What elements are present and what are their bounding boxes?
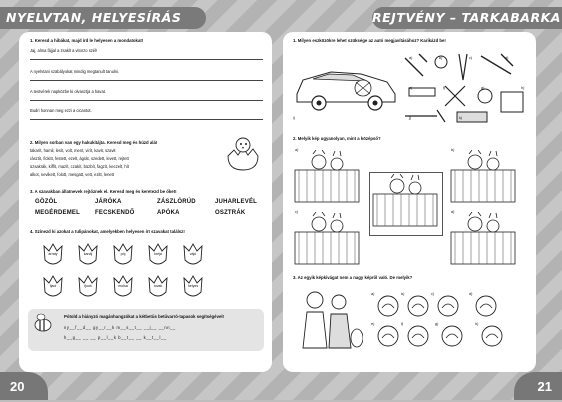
tulip[interactable] — [182, 242, 204, 268]
tulip-word: helyes — [187, 284, 199, 288]
answer-line — [30, 119, 263, 120]
scene-option-picture[interactable] — [449, 212, 517, 268]
tulip[interactable] — [77, 274, 99, 300]
reference-scene-picture — [371, 174, 439, 232]
task3-word: JUHARLEVÉL — [215, 199, 258, 205]
option-label: a) — [371, 292, 375, 296]
bee-illustration — [32, 312, 54, 334]
option-label: d) — [469, 292, 473, 296]
tulip[interactable] — [147, 242, 169, 268]
left-page-number: 20 — [0, 372, 48, 400]
footer-task-line-2: h__g__ __ __ p__l__k b__t__ __ k__t__l__ — [64, 335, 167, 340]
option-label: g) — [435, 322, 439, 326]
tulip[interactable] — [77, 242, 99, 268]
task3-word: JÁRÓKA — [95, 199, 122, 205]
right-task1-title: 1. Milyen eszközökre lehet szüksége az autó megjavításához? Karikázd be! — [293, 38, 446, 43]
tulip[interactable] — [42, 274, 64, 300]
option-label: i) — [293, 116, 296, 120]
broken-car-illustration — [291, 52, 401, 112]
task3-word: MEGÉRDEMEL — [35, 210, 81, 216]
family-illustration — [295, 288, 363, 350]
task2-row-1: takarít, hamil, lesít, volt, ment, virít, kavit, szavit — [30, 148, 116, 153]
task2-row-4: alkot, nevikett, folott, mesgatt, vett, ezitt, lenett — [30, 172, 114, 177]
right-task2-title: 2. Melyik kép ugyanolyan, mint a középső? — [293, 136, 381, 141]
option-label: d) — [505, 56, 509, 60]
option-label: j) — [409, 116, 412, 120]
tulip-word: mulsa — [118, 284, 128, 288]
task2-row-2: rásztít, fickitt, festett, ezelt, ágrát, szedett, levett, rejtett — [30, 156, 129, 161]
option-label: c) — [295, 210, 299, 214]
right-header: REJTVÉNY – TARKABARKA — [372, 7, 562, 29]
option-label: g) — [481, 86, 485, 90]
task1-sentence-3: A testvérek napközbe ki olvasztja a havat. — [30, 89, 107, 94]
option-label: k) — [459, 116, 463, 120]
option-label: c) — [431, 292, 435, 296]
option-label: e) — [409, 86, 413, 90]
option-label: a) — [409, 56, 413, 60]
crop-option-picture[interactable] — [474, 294, 498, 318]
tulip-word: pój — [120, 252, 126, 256]
option-label: e) — [371, 322, 375, 326]
task3-word: FECSKENDŐ — [95, 210, 135, 216]
hatching-chick-illustration — [224, 134, 264, 172]
option-label: b) — [401, 292, 405, 296]
task1-sentence-2: A nyelvtani szabályokat mindig megtanult tanulni. — [30, 69, 120, 74]
answer-line — [30, 80, 263, 81]
tulip[interactable] — [42, 242, 64, 268]
answer-line — [30, 59, 263, 60]
task4-title: 4. Színezd ki azokat a tulipánokat, amelyekben helyesen írt szavakat találsz! — [30, 229, 185, 234]
tulip-word: fjaol — [49, 284, 57, 288]
option-label: f) — [401, 322, 404, 326]
footer-task-title: Pótold a hiányzó magánhangzókat a kétbetűs betűvarró-tapasok segítségével! — [64, 314, 224, 319]
tulip-word: fjuok — [84, 284, 92, 288]
crop-option-picture[interactable] — [480, 324, 504, 348]
footer-task-panel — [28, 309, 264, 351]
scene-option-picture[interactable] — [449, 150, 517, 206]
task1-title: 1. Keresd a hibákat, majd írd le helyesen a mondatokat! — [30, 38, 144, 43]
task2-title: 2. Milyen sorban van egy hakukitájta. Keresd meg és húzd alá! — [30, 140, 158, 145]
tulip-word: kanáj — [83, 252, 93, 256]
tulip-word: kréja — [154, 252, 162, 256]
crop-option-picture[interactable] — [440, 324, 464, 348]
crop-option-picture[interactable] — [406, 294, 430, 318]
option-label: h) — [475, 322, 479, 326]
tulip[interactable] — [147, 274, 169, 300]
crop-option-picture[interactable] — [376, 324, 400, 348]
right-page-number: 21 — [514, 372, 562, 400]
right-page — [283, 32, 536, 372]
scene-option-picture[interactable] — [293, 150, 361, 206]
option-label: f) — [443, 86, 446, 90]
footer-task-line-1: ny__f__d__ gy__r__k m__s__t__ __j__ __nn__ — [64, 325, 176, 330]
tulip[interactable] — [112, 242, 134, 268]
left-page — [19, 32, 272, 372]
task1-sentence-1: Jaj, alma fájjal a zsaklt a vitorzo szél! — [30, 48, 98, 53]
option-label: b) — [451, 148, 455, 152]
tulip-word: arraty — [48, 252, 58, 256]
tulip[interactable] — [112, 274, 134, 300]
answer-line — [30, 100, 263, 101]
crop-option-picture[interactable] — [376, 294, 400, 318]
tulip[interactable] — [182, 274, 204, 300]
right-task3-title: 3. Az egyik képkivágat nem a nagy képről való. De melyik? — [293, 275, 413, 280]
scene-option-picture[interactable] — [293, 212, 361, 268]
option-label: b) — [439, 56, 443, 60]
option-label: c) — [469, 56, 473, 60]
tools-illustration — [401, 50, 531, 130]
option-label: h) — [521, 86, 525, 90]
task1-sentence-4: Budri honnan meg ezzi a cicantot. — [30, 108, 92, 113]
left-header: NYELVTAN, HELYESÍRÁS — [0, 7, 206, 29]
task3-word: ZÁSZLÓRÚD — [157, 199, 196, 205]
task2-row-3: üzsakrák, kiffít, mazít, czakít, büzbít, fagzít, keczelt, hít — [30, 164, 129, 169]
task3-word: GÖZÖL — [35, 199, 58, 205]
task3-title: 3. A szavakban állatnevek rejtőznek el. Keresd meg és keretezd be őket! — [30, 189, 177, 194]
task3-word: APÓKA — [157, 210, 180, 216]
option-label: d) — [451, 210, 455, 214]
crop-option-picture[interactable] — [436, 294, 460, 318]
tulip-word: vájó — [189, 252, 197, 256]
crop-option-picture[interactable] — [406, 324, 430, 348]
task3-word: OSZTRÁK — [215, 210, 246, 216]
option-label: a) — [295, 148, 299, 152]
tulip-word: lovak — [153, 284, 163, 288]
